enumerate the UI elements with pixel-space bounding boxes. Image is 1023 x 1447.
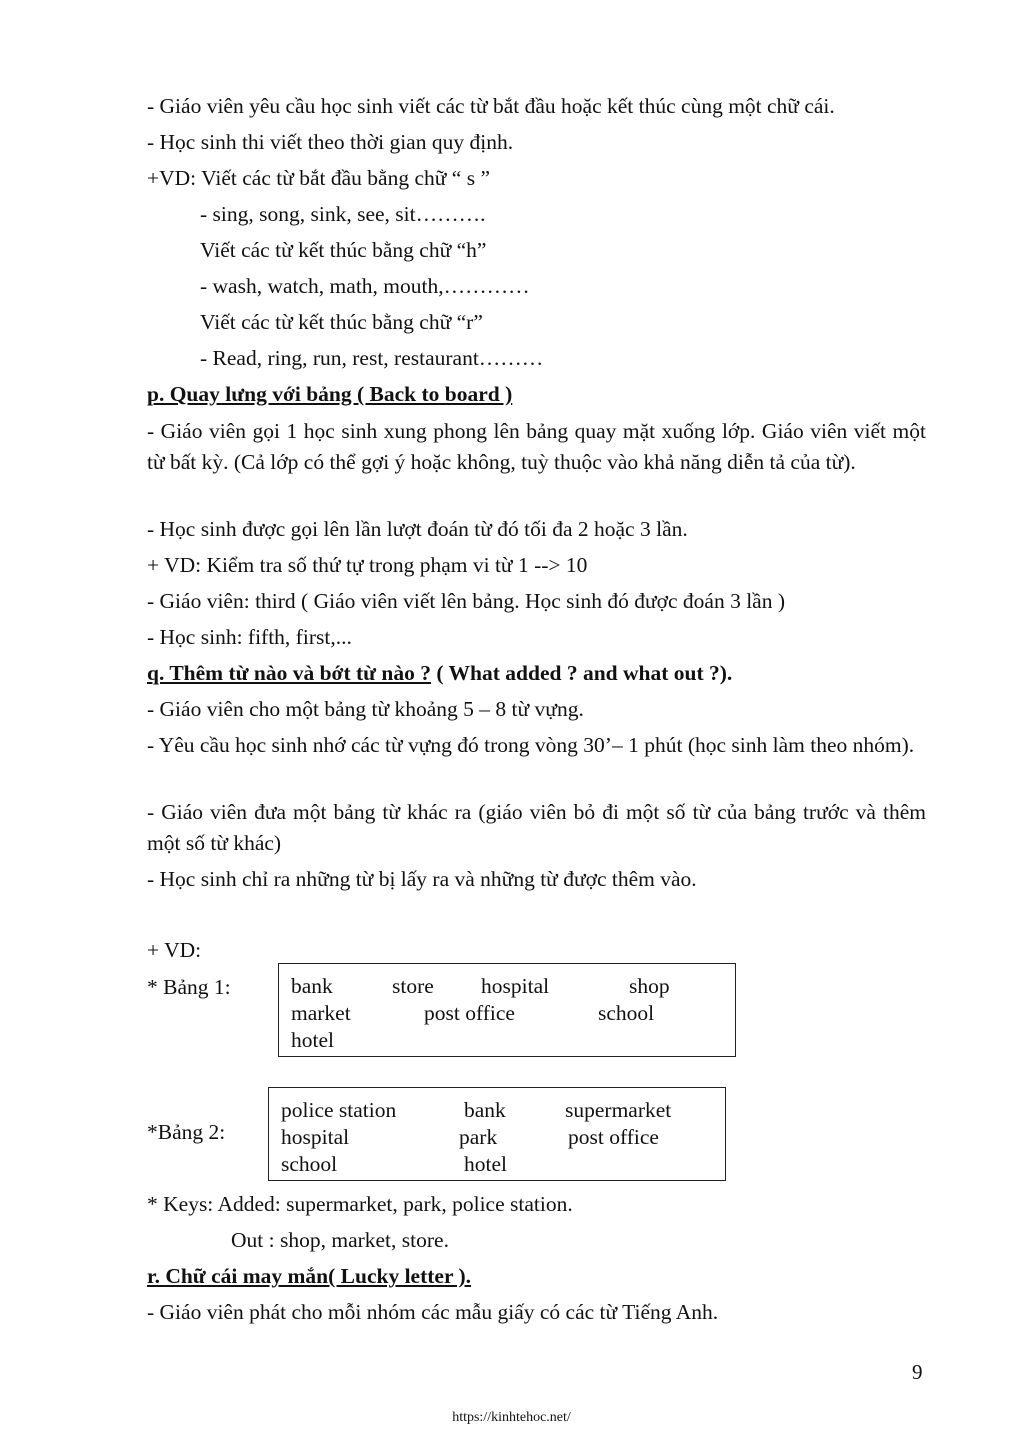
table-word: shop <box>629 974 670 998</box>
page-number: 9 <box>912 1360 923 1384</box>
word-table-1 <box>278 963 736 1057</box>
text-line: - Học sinh chỉ ra những từ bị lấy ra và những từ được thêm vào. <box>147 867 697 891</box>
text-line: - Học sinh: fifth, first,... <box>147 625 352 649</box>
table-word: market <box>291 1001 351 1025</box>
table-word: post office <box>568 1125 659 1149</box>
table-word: hotel <box>464 1152 507 1176</box>
section-r-heading: r. Chữ cái may mắn( Lucky letter ). <box>147 1264 472 1288</box>
text-line: - Giáo viên: third ( Giáo viên viết lên bảng. Học sinh đó được đoán 3 lần ) <box>147 589 786 613</box>
text-line: - Giáo viên yêu cầu học sinh viết các từ bắt đầu hoặc kết thúc cùng một chữ cái. <box>147 94 835 118</box>
text-line: - wash, watch, math, mouth,………… <box>200 274 530 298</box>
keys-added: * Keys: Added: supermarket, park, police station. <box>147 1192 573 1216</box>
text-line: - Học sinh được gọi lên lần lượt đoán từ đó tối đa 2 hoặc 3 lần. <box>147 517 688 541</box>
text-line: - Read, ring, run, rest, restaurant……… <box>200 346 544 370</box>
table-word: school <box>281 1152 338 1176</box>
section-q-heading-rest: ( What added ? and what out ?). <box>431 661 733 685</box>
paragraph: - Giáo viên đưa một bảng từ khác ra (giáo viên bỏ đi một số từ của bảng trước và thêm một số từ khác) <box>147 800 926 855</box>
paragraph: - Giáo viên gọi 1 học sinh xung phong lên bảng quay mặt xuống lớp. Giáo viên viết một từ bất kỳ. (Cả lớp có thể gợi ý hoặc không, tuỳ thuộc vào khả năng diễn tả của từ). <box>147 419 926 474</box>
section-q-heading <box>147 660 732 686</box>
table-word: bank <box>464 1098 506 1122</box>
text-line: + VD: Kiểm tra số thứ tự trong phạm vi từ 1 --> 10 <box>147 553 588 577</box>
table-word: school <box>598 1001 655 1025</box>
table-word: hospital <box>481 974 550 998</box>
section-p-heading: p. Quay lưng với bảng ( Back to board ) <box>147 382 513 406</box>
table-word: hotel <box>291 1028 334 1052</box>
text-line: - Học sinh thi viết theo thời gian quy định. <box>147 130 514 154</box>
word-table-2 <box>268 1087 726 1181</box>
text-line: + VD: <box>147 938 202 962</box>
text-line: Viết các từ kết thúc bằng chữ “h” <box>200 238 487 262</box>
paragraph: - Yêu cầu học sinh nhớ các từ vựng đó trong vòng 30’– 1 phút (học sinh làm theo nhóm). <box>147 733 915 757</box>
table-word: post office <box>424 1001 515 1025</box>
text-line: - sing, song, sink, see, sit………. <box>200 202 486 226</box>
table-word: hospital <box>281 1125 350 1149</box>
table-word: supermarket <box>565 1098 672 1122</box>
table-word: police station <box>281 1098 397 1122</box>
text-line: - Giáo viên phát cho mỗi nhóm các mẫu giấy có các từ Tiếng Anh. <box>147 1300 719 1324</box>
section-q-heading-underlined: q. Thêm từ nào và bớt từ nào ? <box>147 661 432 685</box>
text-line: Viết các từ kết thúc bằng chữ “r” <box>200 310 483 334</box>
text-line: - Giáo viên cho một bảng từ khoảng 5 – 8 từ vựng. <box>147 697 584 721</box>
table2-label: *Bảng 2: <box>147 1120 226 1144</box>
footer-url: https://kinhtehoc.net/ <box>452 1410 571 1425</box>
table-word: park <box>459 1125 498 1149</box>
table1-label: * Bảng 1: <box>147 975 231 999</box>
keys-out: Out : shop, market, store. <box>231 1228 449 1252</box>
table-word: store <box>392 974 434 998</box>
text-line: +VD: Viết các từ bắt đầu bằng chữ “ s ” <box>147 166 490 190</box>
table-word: bank <box>291 974 333 998</box>
